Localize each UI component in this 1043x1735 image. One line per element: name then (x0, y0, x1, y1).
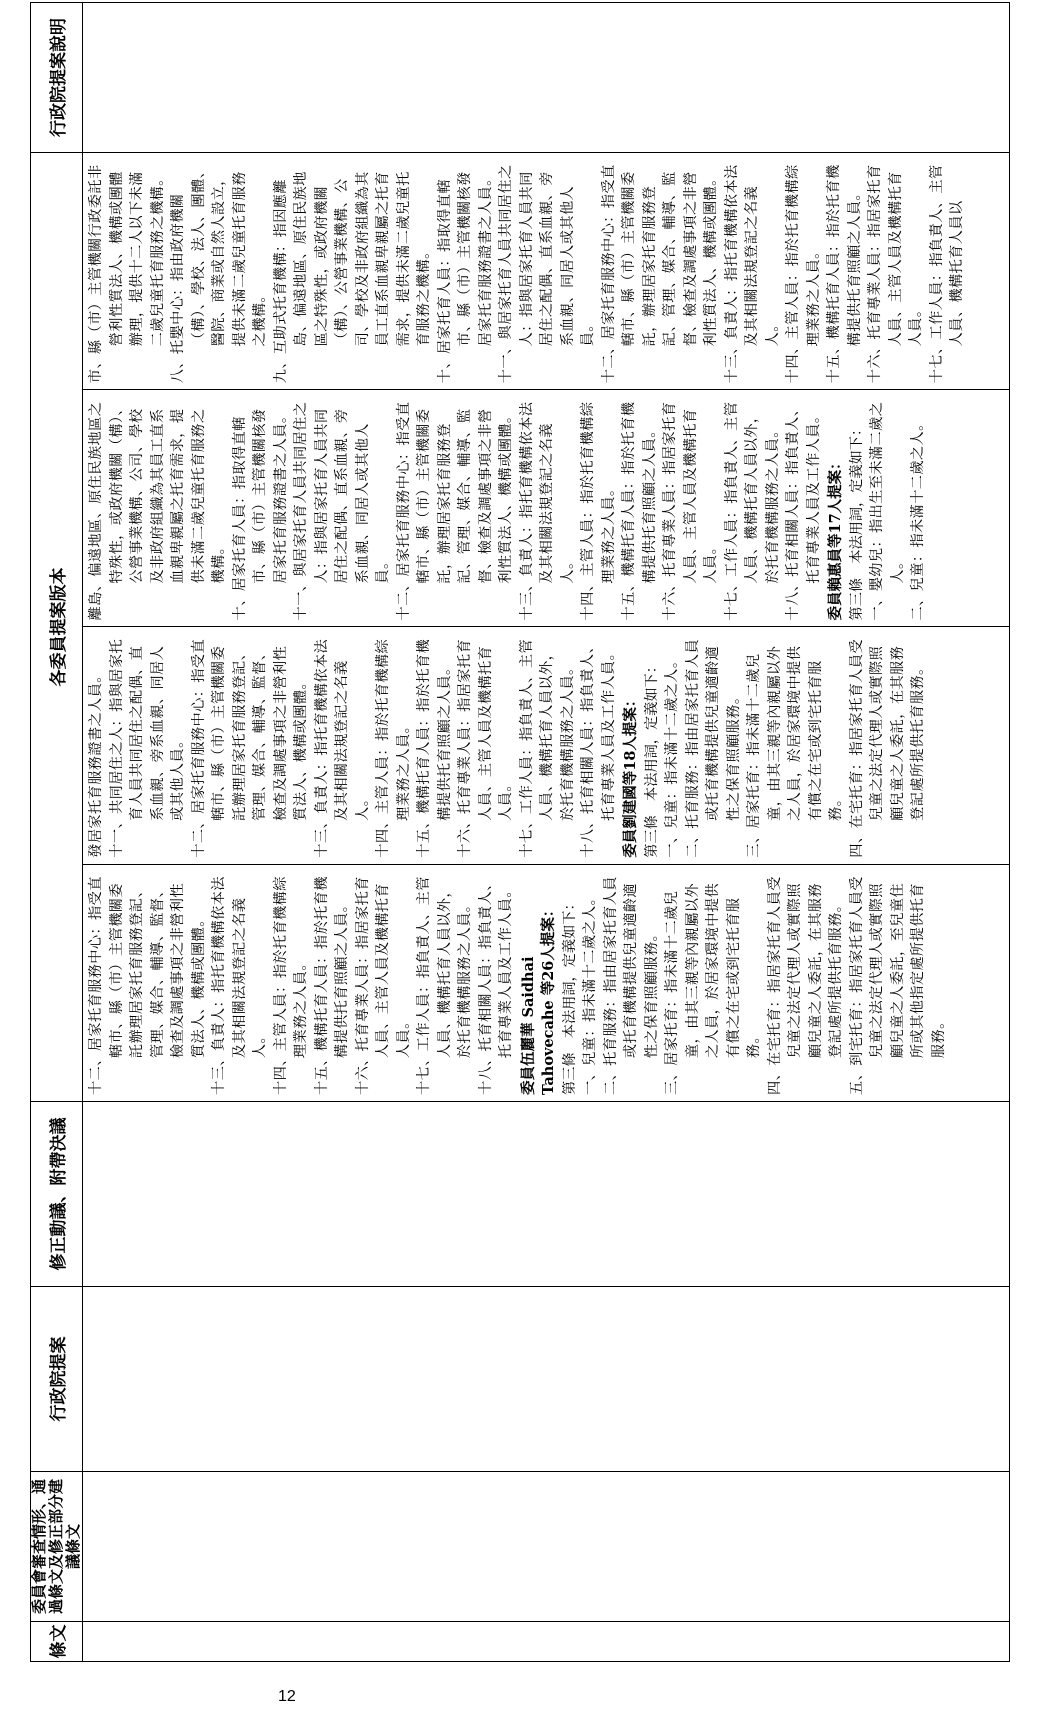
definition-item: 十四、主管人員：指於托育機構綜理業務之人員。 (785, 164, 822, 384)
header-amendments: 修正動議、附帶決議 (31, 1102, 83, 1287)
rotated-table-page (30, 2, 1010, 1662)
definition-item: 十四、主管人員：指於托育機構綜理業務之人員。 (375, 638, 412, 858)
header-ey-explanation: 行政院提案說明 (31, 3, 83, 153)
definition-item: 十二、居家托育服務中心：指受直轄市、縣（市）主管機關委託，辦理居家托育服務登記、管理、媒合、輔導、監督、檢查及調處事項之非營利性質法人、機構或團體。 (395, 401, 514, 621)
definition-item: 十二、居家托育服務中心：指受直轄市、縣（市）主管機關委託辦理居家托育服務登記、管理、媒合、輔導、監督、檢查及調處事項之非營利性質法人、機構或團體。 (88, 876, 207, 1095)
definition-item: 九、互助式托育機構：指因應離島、偏遠地區、原住民族地區之特殊性，或政府機關（構）、公營事業機構、公司、學校及非政府組織為其員工直系血親卑親屬之托育需求，提供未滿二歲兒童托育服務之機構。 (272, 171, 432, 384)
definition-item: 三、居家托育：指未滿十二歲兒童，由其三親等內親屬以外之人員，於居家環境中提供有償之在宅或到宅托育服務。 (664, 883, 762, 1095)
header-executive-yuan-proposal: 行政院提案 (31, 1287, 83, 1472)
cell-ey-explanation (83, 3, 1010, 153)
definition-item: 十三、負責人：指托育機構依本法及其相關法規登記之名義人。 (313, 638, 371, 858)
proposer-heading: 委員劉建國等18人提案： (622, 692, 639, 858)
definition-item: 十六、托育專業人員：指居家托育人員、主管人員及機構托育人員。 (354, 876, 412, 1095)
definition-item: 十八、托育相關人員：指負責人、托育專業人員及工作人員。 (785, 401, 822, 621)
definition-item: 十七、工作人員：指負責人、主管人員、機構托育人員以外，於托育機構服務之人員。 (723, 401, 781, 621)
definition-item: 十三、負責人：指托育機構依本法及其相關法規登記之名義人。 (211, 876, 268, 1095)
definition-item: 十六、托育專業人員：指居家托育人員、主管人員及機構托育人員。 (457, 638, 514, 858)
definition-item: 十七、工作人員：指負責人、主管人員、機構托育人員以外，於托育機構服務之人員。 (518, 638, 576, 858)
definition-item: 二、托育服務：指由居家托育人員或托育機構提供兒童適齡適性之保育照顧服務。 (684, 638, 742, 858)
definition-item: 一、嬰幼兒：指出生至未滿二歲之人。 (869, 401, 906, 621)
definition-item: 四、在宅托育：指居家托育人員受兒童之法定代理人或實際照顧兒童之人委託，在其服務登記處所提供托育服務。 (766, 876, 844, 1095)
proposer-heading: 委員伍麗華 Saidhai Tahovecahe 等26人提案： (519, 902, 557, 1095)
definition-item: 十、居家托育人員：指取得直轄市、縣（市）主管機關核發居家托育服務證書之人員。 (436, 171, 494, 384)
cell-amendments (83, 1102, 1010, 1287)
definition-item: 發居家托育服務證書之人員。 (88, 668, 104, 858)
definition-item: 十一、與居家托育人員共同居住之人：指與居家托育人員共同居住之配偶、直系血親、旁系血親、同居人或其他人員。 (498, 164, 596, 384)
cell-article-no (83, 1622, 1010, 1662)
definition-item: 八、托嬰中心：指由政府機關（構）、學校、法人、團體、醫院、商業或自然人設立，提供未滿二歲兒童托育服務之機構。 (170, 163, 268, 384)
definition-item: 一、兒童：指未滿十二歲之人。 (582, 890, 598, 1095)
members-version-column (83, 153, 1009, 389)
header-members-versions: 各委員提案版本 (31, 153, 83, 1102)
definition-item: 十五、機構托育人員：指於托育機構提供托育照顧之人員。 (621, 401, 658, 621)
definition-item: 十四、主管人員：指於托育機構綜理業務之人員。 (272, 876, 309, 1095)
body-row (83, 3, 1010, 1662)
definition-item: 二、托育服務：指由居家托育人員或托育機構提供兒童適齡適性之保育照顧服務。 (602, 876, 660, 1095)
definition-item: 市、縣（市）主管機關行政委託非營利性質法人、機構或團體辦理，提供十二人以下未滿二歲兒童托育服務之機構。 (88, 164, 166, 384)
header-committee-review: 委員會審查情形、通過條文及修正部分建議條文 (31, 1472, 83, 1622)
comparison-table (30, 2, 1010, 1662)
definition-item: 離島、偏遠地區、原住民族地區之特殊性，或政府機關（構）、公營事業機構、公司、學校及非政府組織為其員工直系血親卑親屬之托育需求，提供未滿二歲兒童托育服務之機構。 (88, 401, 227, 621)
definition-item: 十六、托育專業人員：指居家托育人員、主管人員及機構托育人員。 (867, 164, 924, 384)
article-line: 第三條 本法用詞，定義如下： (643, 659, 660, 858)
members-version-column (83, 864, 1009, 1101)
proposer-heading: 委員賴惠員等17人提案： (827, 455, 844, 621)
definition-item: 十二、居家托育服務中心：指受直轄市、縣（市）主管機關委託，辦理居家托育服務登記、管理、媒合、輔導、監督、檢查及調處事項之非營利性質法人、機構或團體。 (600, 164, 719, 384)
definition-item: 十五、機構托育人員：指於托育機構提供托育照顧之人員。 (826, 164, 863, 384)
definition-item: 二、兒童：指未滿十二歲之人。 (910, 416, 926, 621)
cell-ey-proposal (83, 1287, 1010, 1472)
definition-item: 十五、機構托育人員：指於托育機構提供托育照顧之人員。 (416, 638, 453, 858)
definition-item: 十八、托育相關人員：指負責人、托育專業人員及工作人員。 (477, 876, 514, 1095)
definition-item: 十一、共同居住之人：指與居家托育人員共同居住之配偶、直系血親、旁系血親、同居人或其他人員。 (108, 638, 186, 858)
definition-item: 十二、居家托育服務中心：指受直轄市、縣（市）主管機關委託辦理居家托育服務登記、管理、媒合、輔導、監督、檢查及調處事項之非營利性質法人、機構或團體。 (190, 638, 309, 858)
definition-item: 三、居家托育：指未滿十二歲兒童，由其三親等內親屬以外之人員，於居家環境中提供有償之在宅或到宅托育服務。 (746, 645, 844, 858)
article-line: 第三條 本法用詞，定義如下： (561, 896, 578, 1095)
cell-members-versions (83, 153, 1010, 1102)
article-line: 第三條 本法用詞，定義如下： (848, 421, 865, 621)
definition-item: 十一、與居家托育人員共同居住之人：指與居家托育人員共同居住之配偶、直系血親、旁系血親、同居人或其他人員。 (293, 401, 391, 621)
definition-item: 四、在宅托育：指居家托育人員受兒童之法定代理人或實際照顧兒童之人委託，在其服務登記處所提供托育服務。 (848, 638, 926, 858)
definition-item: 十三、負責人：指托育機構依本法及其相關法規登記之名義人。 (723, 164, 781, 384)
definition-item: 十三、負責人：指托育機構依本法及其相關法規登記之名義人。 (518, 401, 576, 621)
definition-item: 五、到宅托育：指居家托育人員受兒童之法定代理人或實際照顧兒童之人委託，至兒童住所或其他指定處所提供托育服務。 (848, 876, 947, 1095)
definition-item: 十六、托育專業人員：指居家托育人員、主管人員及機構托育人員。 (662, 401, 719, 621)
page-number: 12 (278, 1688, 296, 1705)
members-version-column (83, 389, 1009, 626)
definition-item: 一、兒童：指未滿十二歲之人。 (664, 653, 680, 858)
members-versions-columns (83, 153, 1009, 1101)
cell-committee-review (83, 1472, 1010, 1622)
definition-item: 十八、托育相關人員：指負責人、托育專業人員及工作人員。 (580, 638, 617, 858)
definition-item: 十七、工作人員：指負責人、主管人員、機構托育人員以 (928, 164, 965, 384)
members-version-column (83, 627, 1009, 864)
definition-item: 十七、工作人員：指負責人、主管人員、機構托育人員以外，於托育機構服務之人員。 (416, 876, 473, 1095)
definition-item: 十五、機構托育人員：指於托育機構提供托育照顧之人員。 (313, 876, 350, 1095)
definition-item: 十、居家托育人員：指取得直轄市、縣（市）主管機關核發居家托育服務證書之人員。 (231, 408, 289, 621)
definition-item: 十四、主管人員：指於托育機構綜理業務之人員。 (580, 401, 617, 621)
header-row (31, 3, 83, 1662)
header-article-no: 條文 (31, 1622, 83, 1662)
